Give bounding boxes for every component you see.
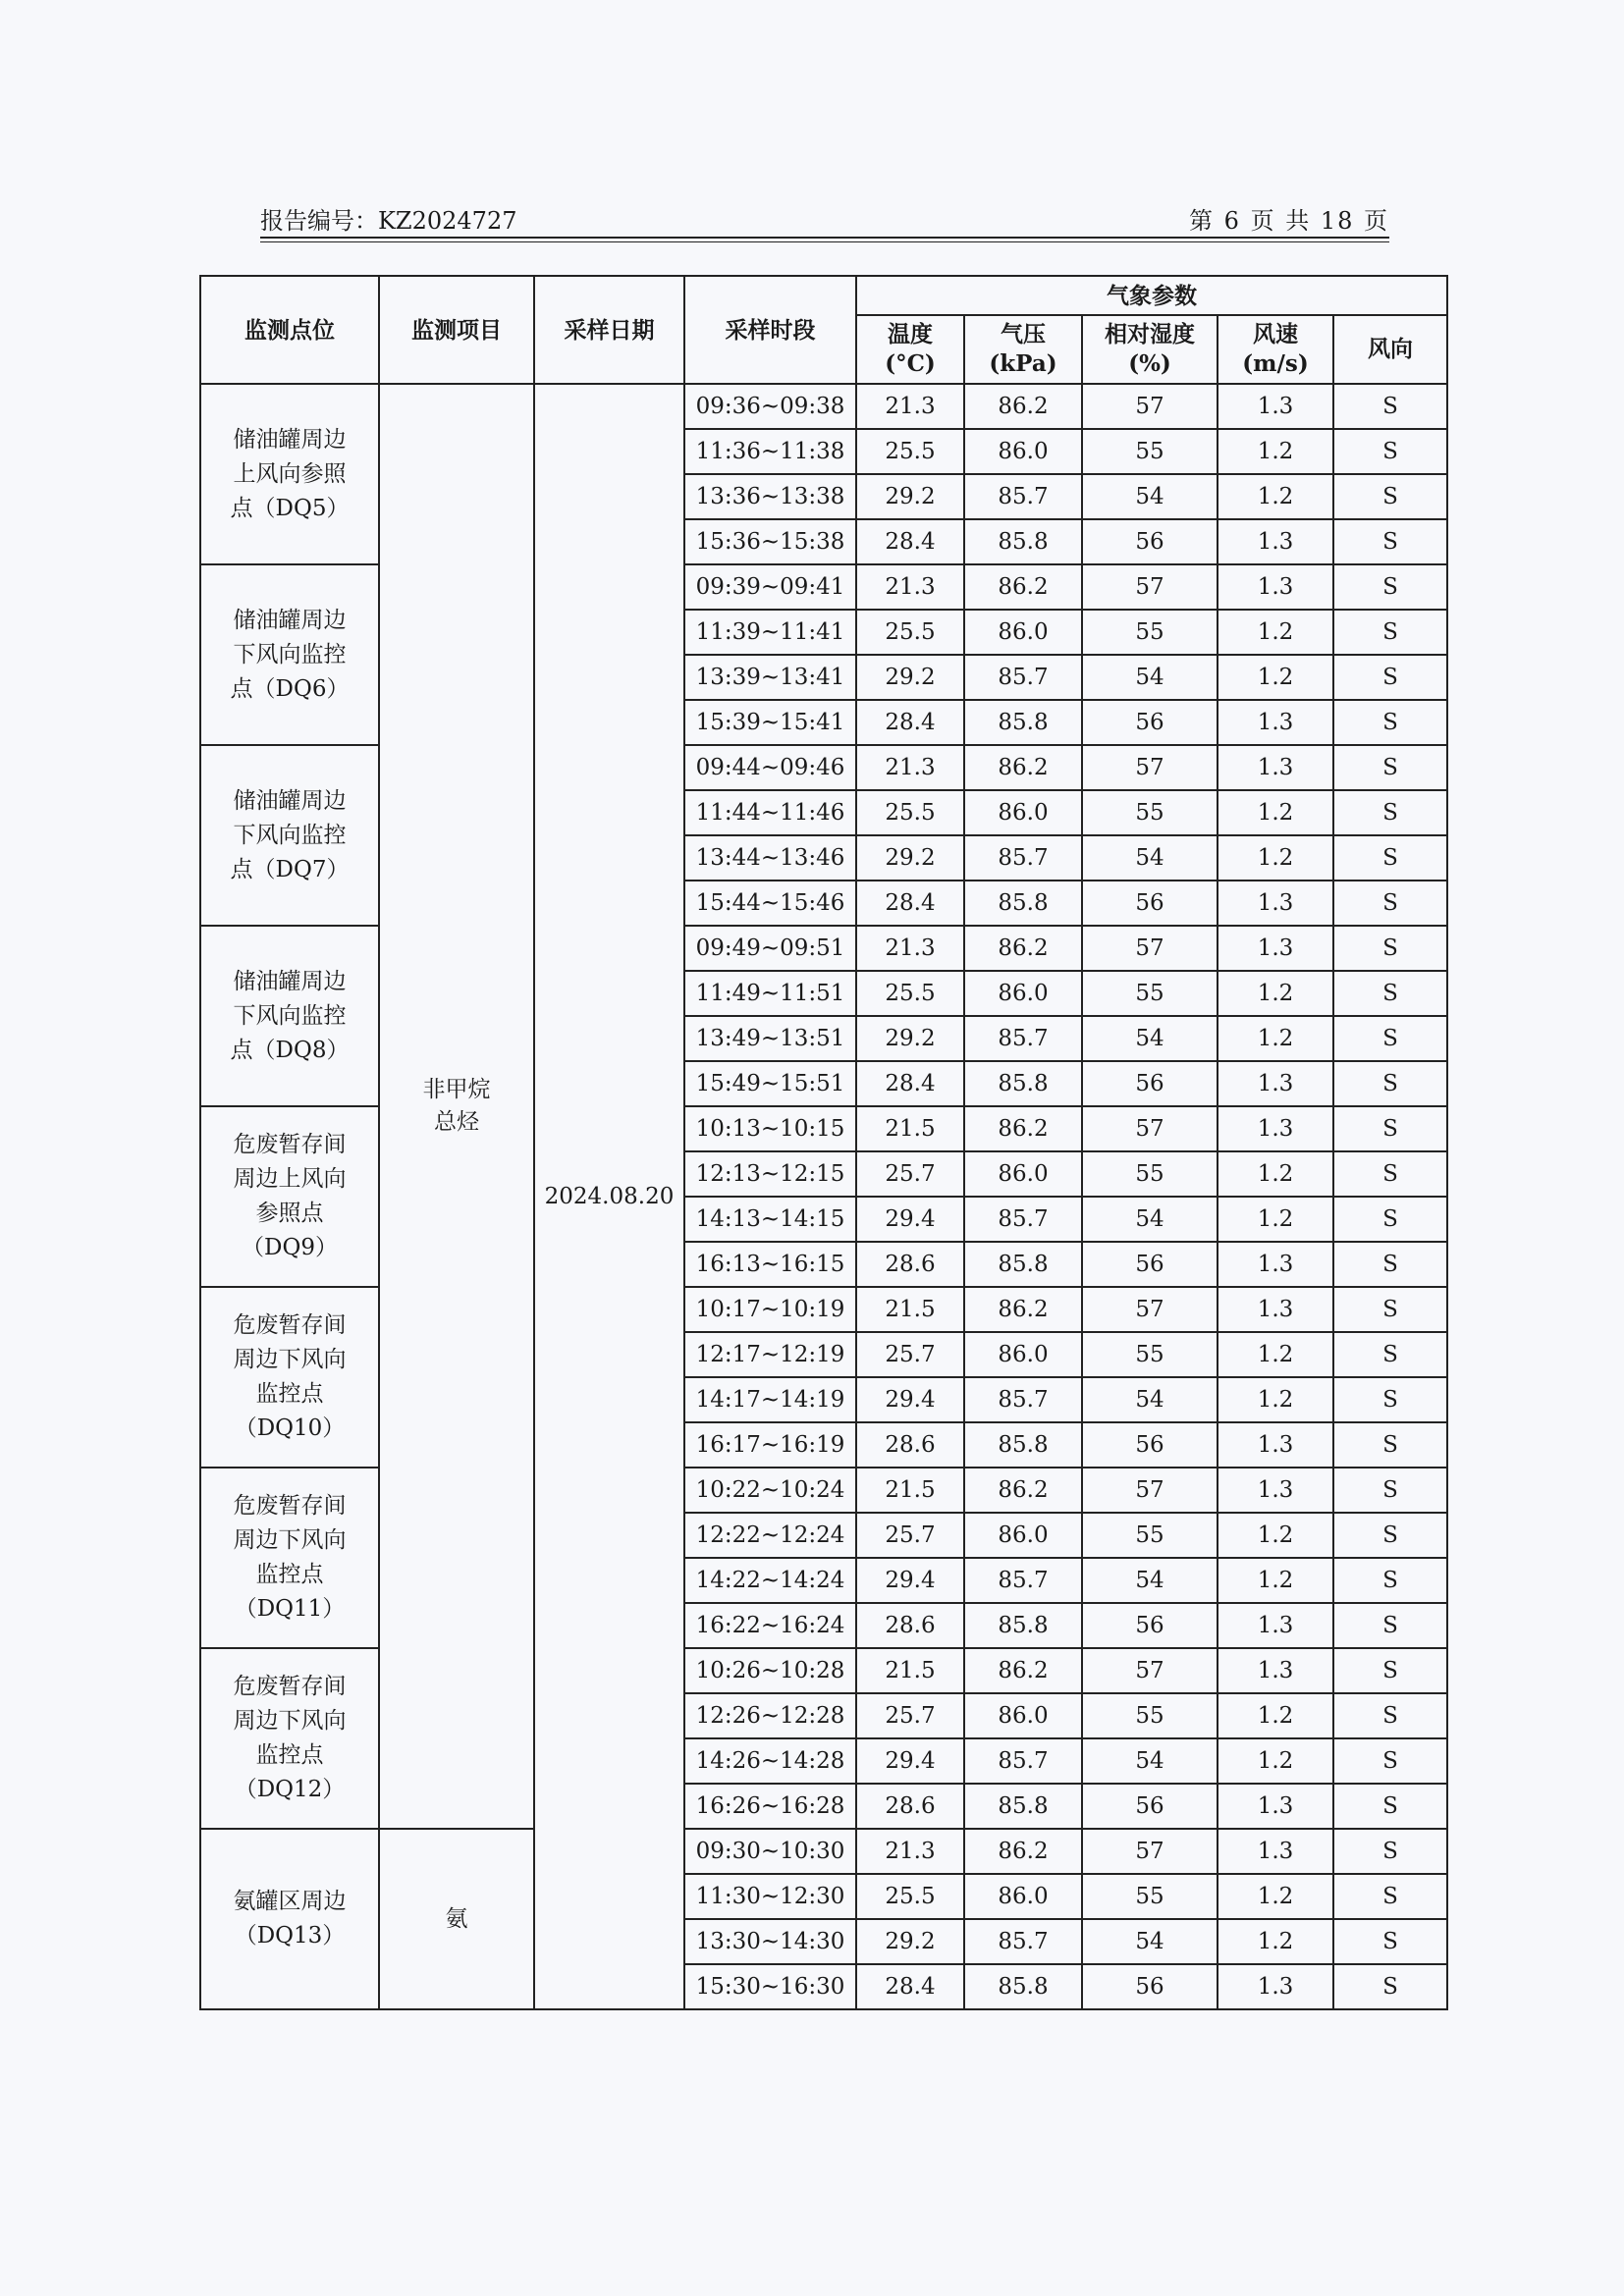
date-cell: 2024.08.20 — [534, 384, 684, 2009]
temperature-cell: 28.4 — [856, 881, 964, 926]
temperature-cell: 21.3 — [856, 384, 964, 429]
location-cell-line: 周边下风向 — [233, 1347, 347, 1372]
wind-direction-cell: S — [1333, 1061, 1447, 1106]
wind-direction-cell: S — [1333, 564, 1447, 610]
wind-speed-cell: 1.3 — [1218, 700, 1333, 745]
humidity-cell: 54 — [1082, 1016, 1218, 1061]
pressure-cell: 86.0 — [964, 429, 1082, 474]
humidity-cell: 54 — [1082, 655, 1218, 700]
pressure-cell: 86.0 — [964, 1874, 1082, 1919]
humidity-cell: 54 — [1082, 474, 1218, 519]
wind-speed-cell: 1.3 — [1218, 384, 1333, 429]
pressure-cell: 86.2 — [964, 1106, 1082, 1151]
pressure-cell: 86.2 — [964, 745, 1082, 790]
temperature-cell: 28.4 — [856, 519, 964, 564]
humidity-cell: 55 — [1082, 429, 1218, 474]
humidity-cell: 55 — [1082, 971, 1218, 1016]
period-cell: 16:22~16:24 — [684, 1603, 856, 1648]
location-cell — [200, 564, 379, 745]
humidity-cell: 56 — [1082, 1422, 1218, 1468]
period-cell: 10:13~10:15 — [684, 1106, 856, 1151]
pressure-cell: 86.2 — [964, 384, 1082, 429]
period-cell: 16:17~16:19 — [684, 1422, 856, 1468]
humidity-cell: 54 — [1082, 835, 1218, 881]
header-humidity-label: 相对湿度 — [1105, 321, 1195, 347]
wind-speed-cell: 1.3 — [1218, 1829, 1333, 1874]
period-cell: 11:39~11:41 — [684, 610, 856, 655]
period-cell: 15:39~15:41 — [684, 700, 856, 745]
temperature-cell: 28.4 — [856, 1061, 964, 1106]
period-cell: 12:13~12:15 — [684, 1151, 856, 1197]
temperature-cell: 29.4 — [856, 1377, 964, 1422]
item-cell-nmhc-line: 总烃 — [434, 1109, 479, 1135]
wind-direction-cell: S — [1333, 1738, 1447, 1784]
wind-speed-cell: 1.3 — [1218, 1287, 1333, 1332]
location-cell-line: （DQ9） — [242, 1235, 338, 1260]
wind-speed-cell: 1.2 — [1218, 971, 1333, 1016]
location-cell — [200, 745, 379, 926]
humidity-cell: 57 — [1082, 1468, 1218, 1513]
location-cell-line: （DQ13） — [234, 1923, 346, 1949]
table-row — [200, 384, 1447, 429]
header-wind-direction: 风向 — [1333, 315, 1447, 384]
location-cell-line: 上风向参照 — [233, 460, 347, 487]
wind-direction-cell: S — [1333, 1603, 1447, 1648]
header-meteo: 气象参数 — [856, 276, 1447, 315]
wind-speed-cell: 1.2 — [1218, 835, 1333, 881]
wind-speed-cell: 1.2 — [1218, 1738, 1333, 1784]
header-humidity-unit: (%) — [1128, 350, 1171, 377]
table-row — [200, 1829, 1447, 1874]
humidity-cell: 56 — [1082, 700, 1218, 745]
wind-direction-cell: S — [1333, 1693, 1447, 1738]
period-cell: 12:17~12:19 — [684, 1332, 856, 1377]
header-period: 采样时段 — [684, 276, 856, 384]
humidity-cell: 54 — [1082, 1377, 1218, 1422]
temperature-cell: 29.4 — [856, 1738, 964, 1784]
wind-direction-cell: S — [1333, 1422, 1447, 1468]
location-cell — [200, 926, 379, 1106]
header-wind-speed-unit: (m/s) — [1242, 350, 1309, 377]
wind-direction-cell: S — [1333, 1106, 1447, 1151]
temperature-cell: 21.3 — [856, 745, 964, 790]
temperature-cell: 21.5 — [856, 1648, 964, 1693]
temperature-cell: 28.6 — [856, 1242, 964, 1287]
period-cell: 14:13~14:15 — [684, 1197, 856, 1242]
pressure-cell: 85.7 — [964, 1016, 1082, 1061]
page-number: 第 6 页 共 18 页 — [1189, 207, 1389, 235]
header-location: 监测点位 — [200, 276, 379, 384]
location-cell-line: 储油罐周边 — [233, 968, 347, 994]
header-rule-thin — [260, 241, 1389, 242]
period-cell: 16:13~16:15 — [684, 1242, 856, 1287]
pressure-cell: 85.7 — [964, 1377, 1082, 1422]
pressure-cell: 86.2 — [964, 1829, 1082, 1874]
pressure-cell: 86.2 — [964, 564, 1082, 610]
humidity-cell: 56 — [1082, 519, 1218, 564]
temperature-cell: 21.3 — [856, 1829, 964, 1874]
wind-direction-cell: S — [1333, 384, 1447, 429]
wind-direction-cell: S — [1333, 1513, 1447, 1558]
location-cell-line: 下风向监控 — [233, 1002, 347, 1029]
wind-speed-cell: 1.3 — [1218, 1648, 1333, 1693]
humidity-cell: 57 — [1082, 1106, 1218, 1151]
humidity-cell: 54 — [1082, 1558, 1218, 1603]
temperature-cell: 25.7 — [856, 1513, 964, 1558]
item-cell-nmhc — [379, 384, 534, 1829]
location-cell-line: 危废暂存间 — [233, 1312, 347, 1338]
humidity-cell: 57 — [1082, 564, 1218, 610]
wind-direction-cell: S — [1333, 474, 1447, 519]
temperature-cell: 25.5 — [856, 790, 964, 835]
wind-speed-cell: 1.2 — [1218, 1558, 1333, 1603]
pressure-cell: 85.8 — [964, 1242, 1082, 1287]
meteorological-parameters-table — [199, 275, 1448, 2010]
period-cell: 09:49~09:51 — [684, 926, 856, 971]
location-cell-line: 点（DQ8） — [230, 1037, 350, 1063]
temperature-cell: 28.4 — [856, 700, 964, 745]
item-cell-nmhc-line: 非甲烷 — [422, 1077, 491, 1102]
location-cell — [200, 384, 379, 564]
pressure-cell: 85.7 — [964, 1197, 1082, 1242]
wind-direction-cell: S — [1333, 1919, 1447, 1964]
wind-direction-cell: S — [1333, 881, 1447, 926]
location-cell — [200, 1468, 379, 1648]
wind-direction-cell: S — [1333, 1377, 1447, 1422]
period-cell: 10:26~10:28 — [684, 1648, 856, 1693]
location-cell-line: 周边上风向 — [233, 1166, 347, 1192]
pressure-cell: 85.7 — [964, 835, 1082, 881]
temperature-cell: 21.5 — [856, 1106, 964, 1151]
humidity-cell: 55 — [1082, 610, 1218, 655]
temperature-cell: 25.7 — [856, 1693, 964, 1738]
period-cell: 16:26~16:28 — [684, 1784, 856, 1829]
period-cell: 13:30~14:30 — [684, 1919, 856, 1964]
table-body — [200, 384, 1447, 2009]
temperature-cell: 25.5 — [856, 429, 964, 474]
temperature-cell: 29.2 — [856, 655, 964, 700]
wind-speed-cell: 1.2 — [1218, 1016, 1333, 1061]
humidity-cell: 54 — [1082, 1197, 1218, 1242]
pressure-cell: 85.8 — [964, 1964, 1082, 2009]
pressure-cell: 85.8 — [964, 1784, 1082, 1829]
period-cell: 11:30~12:30 — [684, 1874, 856, 1919]
location-cell — [200, 1829, 379, 2009]
humidity-cell: 55 — [1082, 1332, 1218, 1377]
pressure-cell: 85.8 — [964, 1603, 1082, 1648]
pressure-cell: 86.2 — [964, 926, 1082, 971]
humidity-cell: 56 — [1082, 1964, 1218, 2009]
location-cell-line: （DQ11） — [234, 1596, 346, 1622]
wind-direction-cell: S — [1333, 835, 1447, 881]
location-cell-line: 监控点 — [255, 1562, 324, 1587]
header-temp-unit: (°C) — [885, 350, 936, 377]
location-cell-line: 储油罐周边 — [233, 787, 347, 814]
pressure-cell: 86.0 — [964, 1513, 1082, 1558]
temperature-cell: 28.6 — [856, 1603, 964, 1648]
temperature-cell: 21.5 — [856, 1287, 964, 1332]
pressure-cell: 85.8 — [964, 1422, 1082, 1468]
page-header — [260, 201, 1389, 239]
humidity-cell: 57 — [1082, 1829, 1218, 1874]
humidity-cell: 57 — [1082, 926, 1218, 971]
humidity-cell: 55 — [1082, 1513, 1218, 1558]
period-cell: 09:36~09:38 — [684, 384, 856, 429]
location-cell-line: 氨罐区周边 — [233, 1889, 347, 1914]
period-cell: 15:36~15:38 — [684, 519, 856, 564]
location-cell-line: 储油罐周边 — [233, 426, 347, 453]
header-rule — [260, 237, 1389, 239]
temperature-cell: 25.5 — [856, 1874, 964, 1919]
header-humidity — [1082, 315, 1218, 384]
wind-speed-cell: 1.2 — [1218, 1151, 1333, 1197]
header-pressure — [964, 315, 1082, 384]
header-temp — [856, 315, 964, 384]
humidity-cell: 56 — [1082, 881, 1218, 926]
period-cell: 12:22~12:24 — [684, 1513, 856, 1558]
location-cell-line: 点（DQ5） — [230, 495, 350, 521]
humidity-cell: 57 — [1082, 384, 1218, 429]
pressure-cell: 86.2 — [964, 1648, 1082, 1693]
wind-speed-cell: 1.3 — [1218, 564, 1333, 610]
temperature-cell: 28.6 — [856, 1784, 964, 1829]
pressure-cell: 85.8 — [964, 1061, 1082, 1106]
location-cell — [200, 1648, 379, 1829]
temperature-cell: 21.3 — [856, 926, 964, 971]
wind-direction-cell: S — [1333, 1964, 1447, 2009]
wind-direction-cell: S — [1333, 1151, 1447, 1197]
report-number: 报告编号：KZ2024727 — [260, 207, 517, 235]
item-cell-ammonia-line: 氨 — [445, 1905, 468, 1932]
wind-speed-cell: 1.3 — [1218, 1603, 1333, 1648]
location-cell-line: （DQ10） — [234, 1415, 346, 1441]
period-cell: 09:44~09:46 — [684, 745, 856, 790]
wind-direction-cell: S — [1333, 1016, 1447, 1061]
wind-speed-cell: 1.3 — [1218, 519, 1333, 564]
humidity-cell: 55 — [1082, 1151, 1218, 1197]
header-wind-speed — [1218, 315, 1333, 384]
temperature-cell: 25.5 — [856, 971, 964, 1016]
humidity-cell: 54 — [1082, 1919, 1218, 1964]
wind-direction-cell: S — [1333, 790, 1447, 835]
wind-speed-cell: 1.2 — [1218, 610, 1333, 655]
location-cell-line: 下风向监控 — [233, 822, 347, 848]
wind-speed-cell: 1.3 — [1218, 926, 1333, 971]
header-temp-label: 温度 — [888, 321, 933, 347]
header-pressure-label: 气压 — [1001, 321, 1046, 347]
temperature-cell: 29.4 — [856, 1558, 964, 1603]
monitoring-table-wrapper — [199, 275, 1448, 2010]
wind-speed-cell: 1.2 — [1218, 655, 1333, 700]
wind-speed-cell: 1.2 — [1218, 474, 1333, 519]
wind-direction-cell: S — [1333, 1197, 1447, 1242]
item-cell-ammonia — [379, 1829, 534, 2009]
pressure-cell: 86.0 — [964, 610, 1082, 655]
period-cell: 11:36~11:38 — [684, 429, 856, 474]
humidity-cell: 55 — [1082, 1693, 1218, 1738]
wind-direction-cell: S — [1333, 1874, 1447, 1919]
wind-speed-cell: 1.3 — [1218, 1422, 1333, 1468]
wind-speed-cell: 1.2 — [1218, 1513, 1333, 1558]
wind-speed-cell: 1.3 — [1218, 1061, 1333, 1106]
wind-speed-cell: 1.2 — [1218, 1919, 1333, 1964]
wind-direction-cell: S — [1333, 1287, 1447, 1332]
period-cell: 11:44~11:46 — [684, 790, 856, 835]
period-cell: 15:44~15:46 — [684, 881, 856, 926]
wind-speed-cell: 1.3 — [1218, 1106, 1333, 1151]
pressure-cell: 85.8 — [964, 700, 1082, 745]
wind-direction-cell: S — [1333, 1558, 1447, 1603]
wind-speed-cell: 1.2 — [1218, 1197, 1333, 1242]
wind-direction-cell: S — [1333, 1829, 1447, 1874]
location-cell-line: （DQ12） — [234, 1777, 346, 1802]
period-cell: 13:39~13:41 — [684, 655, 856, 700]
pressure-cell: 86.2 — [964, 1287, 1082, 1332]
period-cell: 14:26~14:28 — [684, 1738, 856, 1784]
location-cell-line: 储油罐周边 — [233, 607, 347, 633]
pressure-cell: 85.7 — [964, 655, 1082, 700]
pressure-cell: 86.0 — [964, 790, 1082, 835]
humidity-cell: 57 — [1082, 1648, 1218, 1693]
location-cell — [200, 1106, 379, 1287]
location-cell-line: 周边下风向 — [233, 1527, 347, 1553]
wind-direction-cell: S — [1333, 745, 1447, 790]
wind-speed-cell: 1.2 — [1218, 1874, 1333, 1919]
location-cell-line: 危废暂存间 — [233, 1493, 347, 1519]
period-cell: 13:49~13:51 — [684, 1016, 856, 1061]
temperature-cell: 25.7 — [856, 1151, 964, 1197]
pressure-cell: 86.0 — [964, 971, 1082, 1016]
period-cell: 13:44~13:46 — [684, 835, 856, 881]
wind-speed-cell: 1.3 — [1218, 881, 1333, 926]
wind-speed-cell: 1.2 — [1218, 1693, 1333, 1738]
pressure-cell: 85.7 — [964, 1919, 1082, 1964]
location-cell-line: 点（DQ6） — [230, 675, 350, 702]
wind-direction-cell: S — [1333, 429, 1447, 474]
wind-direction-cell: S — [1333, 655, 1447, 700]
pressure-cell: 85.7 — [964, 1558, 1082, 1603]
header-date: 采样日期 — [534, 276, 684, 384]
wind-direction-cell: S — [1333, 700, 1447, 745]
location-cell-line: 监控点 — [255, 1381, 324, 1407]
period-cell: 09:39~09:41 — [684, 564, 856, 610]
wind-speed-cell: 1.2 — [1218, 1377, 1333, 1422]
wind-speed-cell: 1.3 — [1218, 1468, 1333, 1513]
period-cell: 14:17~14:19 — [684, 1377, 856, 1422]
wind-direction-cell: S — [1333, 610, 1447, 655]
pressure-cell: 85.8 — [964, 881, 1082, 926]
location-cell-line: 下风向监控 — [233, 641, 347, 667]
header-wind-speed-label: 风速 — [1253, 321, 1298, 347]
humidity-cell: 56 — [1082, 1784, 1218, 1829]
temperature-cell: 25.5 — [856, 610, 964, 655]
temperature-cell: 21.5 — [856, 1468, 964, 1513]
humidity-cell: 57 — [1082, 745, 1218, 790]
temperature-cell: 28.6 — [856, 1422, 964, 1468]
pressure-cell: 85.7 — [964, 474, 1082, 519]
period-cell: 15:49~15:51 — [684, 1061, 856, 1106]
pressure-cell: 86.0 — [964, 1332, 1082, 1377]
temperature-cell: 25.7 — [856, 1332, 964, 1377]
wind-speed-cell: 1.3 — [1218, 1784, 1333, 1829]
period-cell: 15:30~16:30 — [684, 1964, 856, 2009]
pressure-cell: 85.7 — [964, 1738, 1082, 1784]
pressure-cell: 85.8 — [964, 519, 1082, 564]
period-cell: 10:17~10:19 — [684, 1287, 856, 1332]
period-cell: 14:22~14:24 — [684, 1558, 856, 1603]
wind-direction-cell: S — [1333, 1332, 1447, 1377]
wind-speed-cell: 1.3 — [1218, 1964, 1333, 2009]
temperature-cell: 29.2 — [856, 1919, 964, 1964]
temperature-cell: 29.4 — [856, 1197, 964, 1242]
period-cell: 11:49~11:51 — [684, 971, 856, 1016]
pressure-cell: 86.0 — [964, 1151, 1082, 1197]
humidity-cell: 57 — [1082, 1287, 1218, 1332]
wind-direction-cell: S — [1333, 519, 1447, 564]
wind-speed-cell: 1.3 — [1218, 745, 1333, 790]
humidity-cell: 56 — [1082, 1061, 1218, 1106]
wind-direction-cell: S — [1333, 926, 1447, 971]
location-cell-line: 危废暂存间 — [233, 1674, 347, 1699]
humidity-cell: 55 — [1082, 790, 1218, 835]
humidity-cell: 56 — [1082, 1603, 1218, 1648]
wind-speed-cell: 1.2 — [1218, 790, 1333, 835]
temperature-cell: 28.4 — [856, 1964, 964, 2009]
location-cell-line: 周边下风向 — [233, 1708, 347, 1734]
wind-speed-cell: 1.3 — [1218, 1242, 1333, 1287]
wind-direction-cell: S — [1333, 1242, 1447, 1287]
period-cell: 09:30~10:30 — [684, 1829, 856, 1874]
wind-direction-cell: S — [1333, 971, 1447, 1016]
period-cell: 13:36~13:38 — [684, 474, 856, 519]
temperature-cell: 29.2 — [856, 474, 964, 519]
pressure-cell: 86.0 — [964, 1693, 1082, 1738]
location-cell-line: 参照点 — [255, 1201, 324, 1226]
location-cell-line: 危废暂存间 — [233, 1132, 347, 1157]
humidity-cell: 55 — [1082, 1874, 1218, 1919]
period-cell: 12:26~12:28 — [684, 1693, 856, 1738]
temperature-cell: 29.2 — [856, 835, 964, 881]
temperature-cell: 21.3 — [856, 564, 964, 610]
location-cell — [200, 1287, 379, 1468]
temperature-cell: 29.2 — [856, 1016, 964, 1061]
pressure-cell: 86.2 — [964, 1468, 1082, 1513]
header-item: 监测项目 — [379, 276, 534, 384]
wind-speed-cell: 1.2 — [1218, 429, 1333, 474]
wind-speed-cell: 1.2 — [1218, 1332, 1333, 1377]
wind-direction-cell: S — [1333, 1784, 1447, 1829]
humidity-cell: 54 — [1082, 1738, 1218, 1784]
header-pressure-unit: (kPa) — [989, 350, 1057, 377]
humidity-cell: 56 — [1082, 1242, 1218, 1287]
location-cell-line: 监控点 — [255, 1742, 324, 1768]
period-cell: 10:22~10:24 — [684, 1468, 856, 1513]
location-cell-line: 点（DQ7） — [230, 856, 350, 882]
wind-direction-cell: S — [1333, 1468, 1447, 1513]
wind-direction-cell: S — [1333, 1648, 1447, 1693]
